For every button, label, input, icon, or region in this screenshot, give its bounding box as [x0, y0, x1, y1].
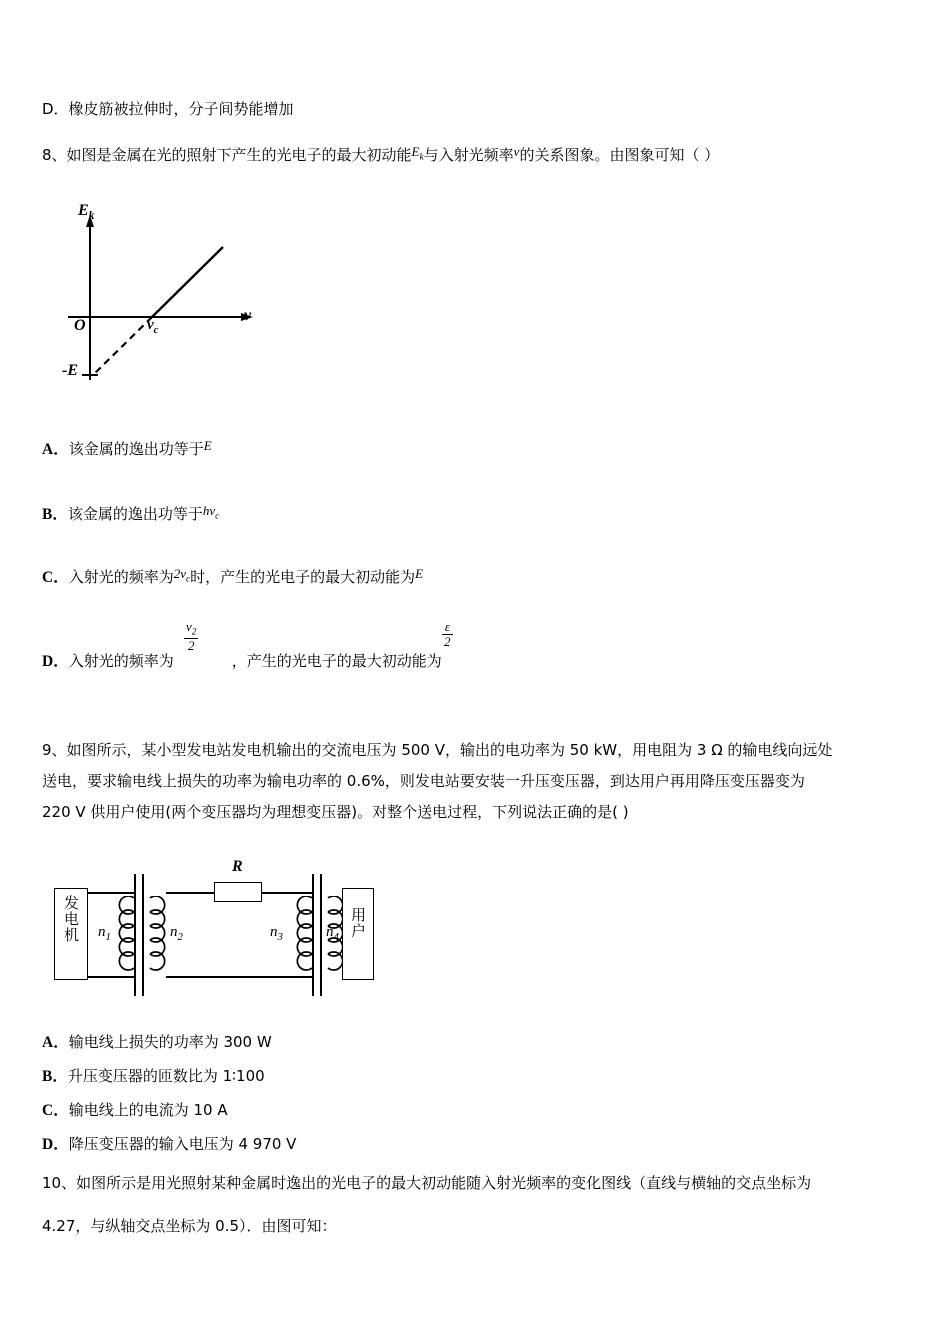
photoelectric-graph [60, 202, 320, 385]
q8-option-c-text2: 时，产生的光电子的最大初动能为 [190, 568, 416, 586]
user-label: 用户 [349, 907, 367, 939]
question-8-stem [42, 144, 719, 169]
graph-intercept-y-label: -E [62, 362, 78, 379]
q8-option-c-symbol2: E [415, 566, 424, 581]
question-9-line-2: 送电，要求输电线上损失的功率为输电功率的 0.6%，则发电站要安装一升压变压器，到达用户再用降压变压器变为 [42, 772, 805, 790]
q9-option-d [42, 1133, 296, 1156]
q8-option-c-symbol1: 2vc [173, 566, 191, 585]
generator-label: 发电机 [62, 895, 80, 943]
fraction2-numerator: ε [444, 619, 450, 634]
coil-label-n2: $n_2$ [170, 924, 183, 943]
q8-option-d-text1: 入射光的频率为 [68, 652, 174, 670]
fraction1-denominator: 2 [184, 638, 198, 653]
coil-label-n1: $n_1$ [98, 924, 111, 943]
q8-option-b-symbol: hvc [202, 503, 220, 522]
q8-option-b-text: 该金属的逸出功等于 [67, 505, 203, 523]
graph-origin-label: O [74, 317, 86, 334]
question-8-text-part2: 与入射光频率 [423, 146, 514, 164]
q8-option-b-label: B． [42, 506, 68, 523]
coil-n3 [294, 896, 314, 974]
graph-intercept-x-label: $v_c$ [147, 317, 159, 336]
question-9-line-3: 220 V 供用户使用(两个变压器均为理想变压器)。对整个送电过程，下列说法正确的是( ) [42, 803, 629, 821]
q9-option-a-label: A． [42, 1034, 69, 1051]
q8-option-b [42, 503, 219, 528]
question-9-line-1: 9、如图所示，某小型发电站发电机输出的交流电压为 500 V，输出的电功率为 50 kW，用电阻为 3 Ω 的输电线向远处 [42, 741, 833, 759]
q9-option-a-text: 输电线上损失的功率为 300 W [68, 1033, 272, 1051]
generator-box [54, 888, 88, 980]
q8-option-d-fraction1 [184, 619, 198, 655]
q9-option-b [42, 1065, 265, 1088]
coil-n2 [148, 896, 168, 974]
q9-option-b-label: B． [42, 1068, 68, 1085]
q9-option-c [42, 1099, 228, 1122]
transformer-circuit [42, 852, 432, 1017]
wire-gen-bottom [88, 976, 134, 978]
q9-option-b-text: 升压变压器的匝数比为 1∶100 [67, 1067, 265, 1085]
photoelectric-graph-svg [60, 205, 320, 390]
q8-option-a [42, 438, 212, 461]
resistor-label: R [232, 858, 243, 875]
question-8-symbol-ek: Ek [411, 144, 424, 163]
q8-option-a-text: 该金属的逸出功等于 [68, 440, 204, 458]
user-box [342, 888, 374, 980]
wire-line-top-right [262, 892, 312, 894]
question-8-text-part3: 的关系图象。由图象可知（ ） [519, 146, 720, 164]
graph-x-axis-label: v [244, 307, 252, 324]
graph-y-axis-label: $E_k$ [78, 202, 95, 223]
question-8-text-part1: 8、如图是金属在光的照射下产生的光电子的最大初动能 [42, 146, 412, 164]
q8-option-d-label: D． [42, 653, 69, 670]
wire-line-top-left [166, 892, 214, 894]
fraction1-numerator: $v_2$ [186, 619, 197, 638]
fraction2-denominator: 2 [444, 633, 451, 649]
q8-option-c [42, 566, 423, 591]
q9-option-d-text: 降压变压器的输入电压为 4 970 V [68, 1135, 297, 1153]
q9-option-c-label: C． [42, 1102, 69, 1119]
question-10-stem [42, 1168, 932, 1242]
q8-option-c-text1: 入射光的频率为 [68, 568, 174, 586]
wire-gen-top [88, 892, 134, 894]
coil-label-n4: $n_4$ [326, 924, 339, 943]
q8-option-d [42, 650, 442, 673]
core2-bar2 [320, 874, 322, 996]
question-8-symbol-nu: v [513, 144, 520, 159]
question-10-line-2: 4.27，与纵轴交点坐标为 0.5）．由图可知： [42, 1217, 337, 1235]
option-d-previous: D．橡皮筋被拉伸时，分子间势能增加 [42, 100, 294, 118]
question-9-stem [42, 735, 922, 828]
question-10-line-1: 10、如图所示是用光照射某种金属时逸出的光电子的最大初动能随入射光频率的变化图线（直线与横轴的交点坐标为 [42, 1174, 812, 1192]
q9-option-a [42, 1031, 272, 1054]
coil-n1 [116, 896, 136, 974]
q8-option-a-symbol: E [203, 438, 212, 453]
core1-bar2 [142, 874, 144, 996]
q8-option-a-label: A． [42, 441, 69, 458]
q8-option-d-fraction2 [442, 619, 453, 650]
q9-option-d-label: D． [42, 1136, 69, 1153]
resistor-box [214, 882, 262, 902]
q8-option-c-label: C． [42, 569, 69, 586]
wire-line-bottom [166, 976, 312, 978]
coil-label-n3: $n_3$ [270, 924, 283, 943]
q9-option-c-text: 输电线上的电流为 10 A [68, 1101, 228, 1119]
q8-option-d-text2: ，产生的光电子的最大初动能为 [231, 652, 442, 670]
